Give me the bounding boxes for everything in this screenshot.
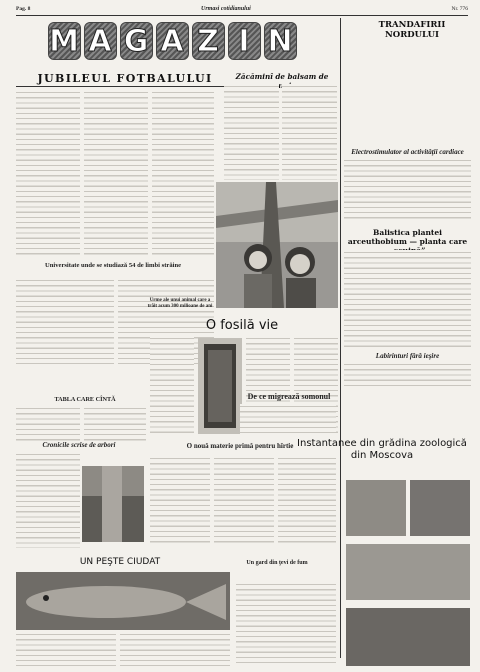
balsam-column-1: [224, 84, 279, 180]
column-divider: [340, 18, 341, 658]
instantanee-title: Instantanee din grădina zoologică din Moscova: [297, 438, 467, 461]
banner-letter: I: [228, 22, 261, 60]
universitate-title: Universitate unde se studiază 54 de limbi străine: [44, 262, 182, 269]
gard-column: [236, 582, 336, 666]
somn-column: [240, 404, 336, 436]
jubileul-column-2: [84, 90, 148, 258]
labirint-title: Labirinturi fără ieşire: [375, 352, 440, 360]
zoo-photos: [346, 480, 470, 666]
jubileul-title: JUBILEUL FOTBALULUI: [37, 72, 213, 85]
electro-column: [344, 158, 471, 222]
fish-photo: [16, 572, 230, 630]
balsam-column-2: [282, 84, 337, 180]
banner-letter: Z: [192, 22, 225, 60]
balsam-title: Zăcăminî de balsam de: [235, 72, 329, 81]
universitate-column-1: [16, 278, 114, 364]
fossil-photo: [198, 338, 242, 434]
noua-materie-column-2: [214, 456, 274, 546]
urme-title: Urme ale unui animal care a trăit acum 300 milioane de ani: [147, 298, 213, 309]
banner-letter: N: [264, 22, 297, 60]
jubileul-column-1: [16, 90, 80, 258]
fosila-column-1: [150, 336, 194, 434]
trandafiri-text: [344, 32, 471, 142]
issue-number: Nr. 776: [451, 6, 468, 12]
peste-title: UN PEŞTE CIUDAT: [79, 557, 161, 567]
somn-title: De ce migrează somonul: [247, 392, 331, 401]
banner-letter: M: [49, 24, 79, 59]
children-photo: [216, 182, 338, 308]
tabla-column-2: [84, 406, 146, 442]
jubileul-rule: [16, 86, 224, 87]
tabla-column-1: [16, 406, 80, 442]
header-rule: [16, 15, 468, 16]
peste-column-1: [16, 632, 116, 666]
noua-materie-column-1: [150, 456, 210, 546]
cronicile-title: Cronicile scrise de arbori: [42, 441, 116, 449]
tabla-title: TABLA CARE CÎNTĂ: [54, 396, 116, 403]
noua-materie-title: O nouă materie primă pentru hîrtie: [186, 442, 294, 450]
labirint-column: [344, 362, 471, 390]
banner-letter: A: [84, 22, 117, 60]
electro-title: Electrostimulator al activităţii cardiace: [351, 148, 464, 156]
tree-rings-photo: [82, 466, 144, 542]
magazin-banner: [22, 19, 322, 63]
newspaper-name: Urmasi cotidianului: [201, 6, 251, 12]
banner-letter: G: [120, 22, 153, 60]
balistica-title: Balistica plantei arceuthobium — planta care: [347, 228, 468, 246]
cronicile-column-1: [16, 452, 80, 548]
gard-title: Un gard din ţevi de fum: [246, 560, 308, 566]
page-number: Pag. 8: [16, 6, 31, 12]
trandafiri-title: TRANDAFIRII NORDULUI: [378, 20, 446, 40]
balistica-column: [344, 250, 471, 350]
peste-column-2: [120, 632, 230, 666]
jubileul-column-3: [152, 90, 214, 258]
banner-letter: A: [156, 22, 189, 60]
noua-materie-column-3: [278, 456, 336, 546]
fosila-title: O fosilă vie: [205, 318, 279, 333]
